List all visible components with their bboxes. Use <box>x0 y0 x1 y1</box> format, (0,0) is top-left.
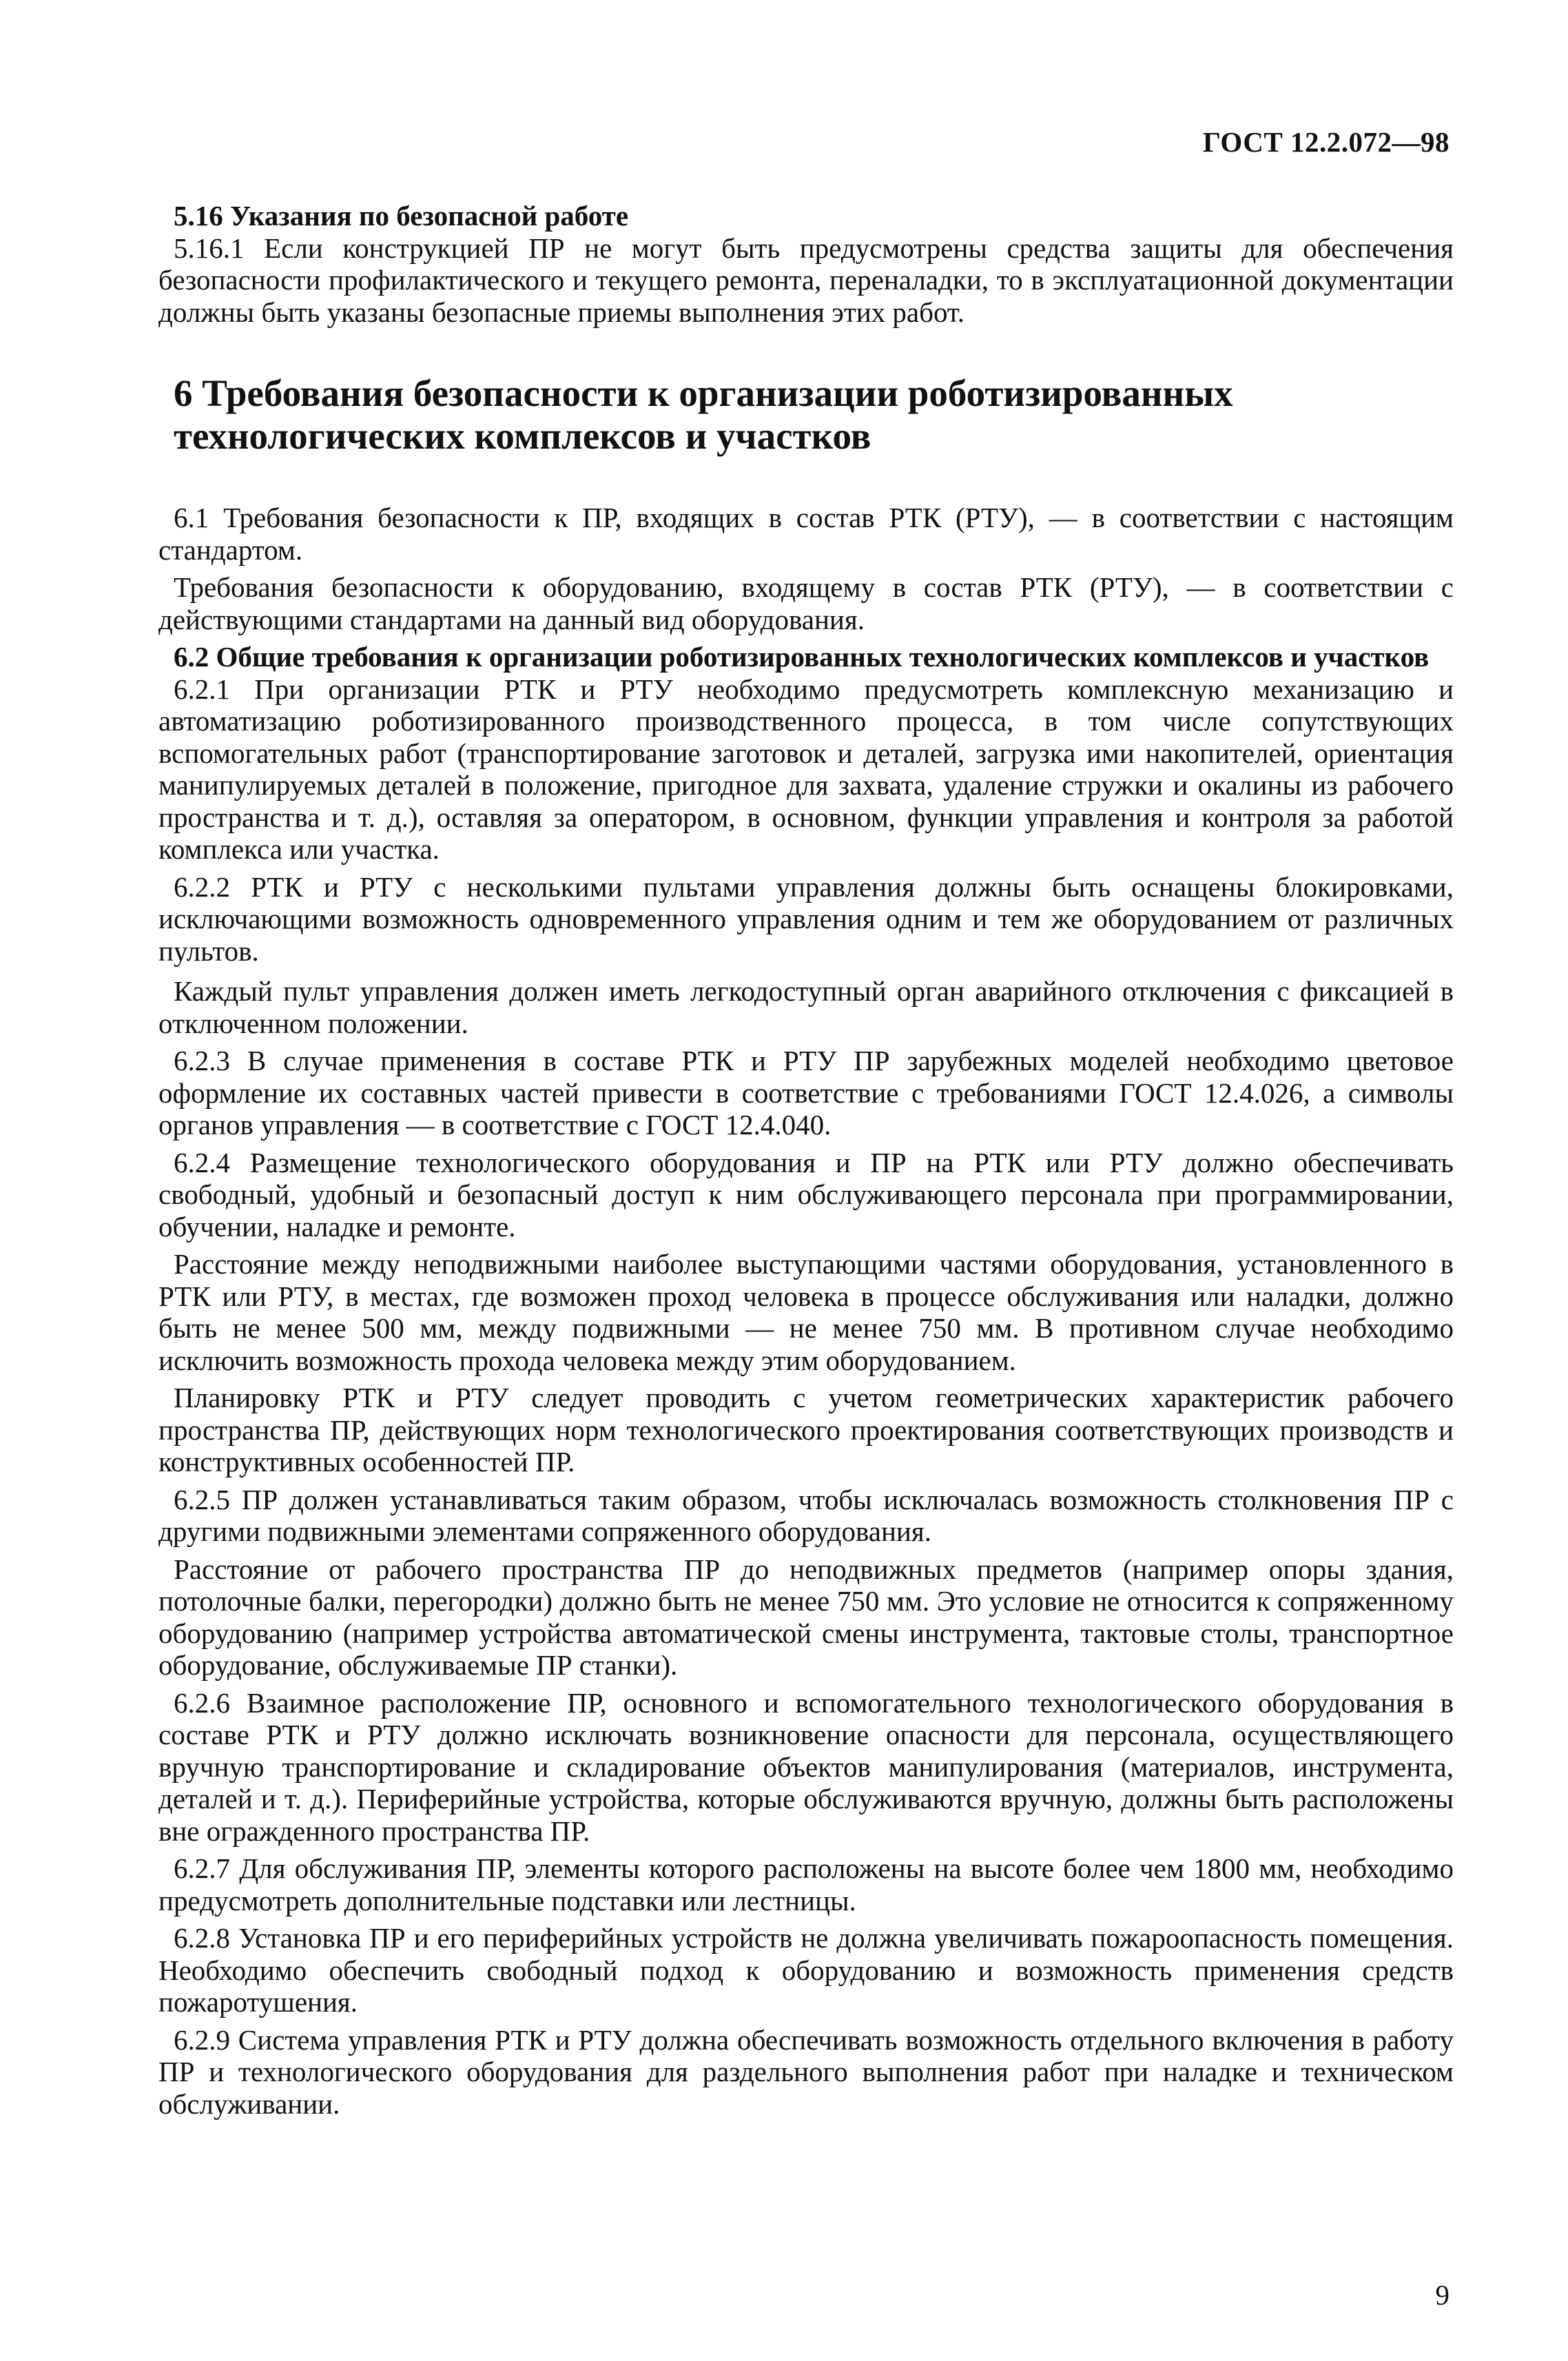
paragraph-6-2-6: 6.2.6 Взаимное расположение ПР, основного и вспомогательного технологического оборудования в составе РТК и РТУ должно исключать возникновение опасности для персонала, осуществляющего вручную транспортирование и складирование объектов манипулирования (материалов, инструмента, деталей и т. д.). Периферийные устройства, которые обслуживаются вручную, должны быть расположены вне огражденного пространства ПР. <box>158 1686 1454 1847</box>
paragraph-6-2-2: 6.2.2 РТК и РТУ с несколькими пультами управления должны быть оснащены блокировками, исключающими возможность одновременного управления одним и тем же оборудованием от различных пультов. <box>158 870 1454 967</box>
document-code-header: ГОСТ 12.2.072—98 <box>1202 126 1450 158</box>
subsection-title-5-16: 5.16 Указания по безопасной работе <box>174 200 629 232</box>
paragraph-6-2-7: 6.2.7 Для обслуживания ПР, элементы которого расположены на высоте более чем 1800 мм, необходимо предусмотреть дополнительные подставки или лестницы. <box>158 1852 1454 1917</box>
paragraph-6-2-4: 6.2.4 Размещение технологического оборудования и ПР на РТК или РТУ должно обеспечивать свободный, удобный и безопасный доступ к ним обслуживающего персонала при программировании, обучении, наладке и ремонте. <box>158 1146 1454 1243</box>
paragraph-6-2-4-layout: Планировку РТК и РТУ следует проводить с учетом геометрических характеристик рабочего пространства ПР, действующих норм технологического проектирования соответствующих производств и конструктивных особенностей ПР. <box>158 1382 1454 1478</box>
section-title-6: 6 Требования безопасности к организации роботизированных технологических комплексов и участков <box>174 372 1233 457</box>
paragraph-6-2-9: 6.2.9 Система управления РТК и РТУ должна обеспечивать возможность отдельного включения в работу ПР и технологического оборудования для раздельного выполнения работ при наладке и техническом обслуживании. <box>158 2023 1454 2120</box>
paragraph-5-16-1: 5.16.1 Если конструкцией ПР не могут быть предусмотрены средства защиты для обеспечения безопасности профилактического и текущего ремонта, переналадки, то в эксплуатационной документации должны быть указаны безопасные приемы выполнения этих работ. <box>158 232 1454 328</box>
paragraph-6-2-4-distance: Расстояние между неподвижными наиболее выступающими частями оборудования, установленного в РТК или РТУ, в местах, где возможен проход человека в процессе обслуживания или наладки, должно быть не менее 500 мм, между подвижными — не менее 750 мм. В противном случае необходимо исключить возможность прохода человека между этим оборудованием. <box>158 1248 1454 1376</box>
paragraph-6-2-2-continued: Каждый пульт управления должен иметь легкодоступный орган аварийного отключения с фиксацией в отключенном положении. <box>158 975 1454 1039</box>
document-body <box>158 200 1454 2120</box>
paragraph-6-2-5: 6.2.5 ПР должен устанавливаться таким образом, чтобы исключалась возможность столкновения ПР с другими подвижными элементами сопряженного оборудования. <box>158 1483 1454 1547</box>
paragraph-6-1: 6.1 Требования безопасности к ПР, входящих в состав РТК (РТУ), — в соответствии с настоящим стандартом. <box>158 502 1454 566</box>
page-number: 9 <box>1435 2279 1450 2311</box>
paragraph-6-2-8: 6.2.8 Установка ПР и его периферийных устройств не должна увеличивать пожароопасность помещения. Необходимо обеспечить свободный подход к оборудованию и возможность применения средств пожаротушения. <box>158 1922 1454 2018</box>
paragraph-6-2-3: 6.2.3 В случае применения в составе РТК и РТУ ПР зарубежных моделей необходимо цветовое оформление их составных частей привести в соответствие с требованиями ГОСТ 12.4.026, а символы органов управления — в соответствие с ГОСТ 12.4.040. <box>158 1045 1454 1141</box>
paragraph-6-2-5-distance: Расстояние от рабочего пространства ПР до неподвижных предметов (например опоры здания, потолочные балки, перегородки) должно быть не менее 750 мм. Это условие не относится к сопряженному оборудованию (например устройства автоматической смены инструмента, тактовые столы, транспортное оборудование, обслуживаемые ПР станки). <box>158 1553 1454 1681</box>
paragraph-6-2-1: 6.2.1 При организации РТК и РТУ необходимо предусмотреть комплексную механизацию и автоматизацию роботизированного производственного процесса, в том числе сопутствующих вспомогательных работ (транспортирование заготовок и деталей, загрузка ими накопителей, ориентация манипулируемых деталей в положение, пригодное для захвата, удаление стружки и окалины из рабочего пространства и т. д.), оставляя за оператором, в основном, функции управления и контроля за работой комплекса или участка. <box>158 673 1454 865</box>
paragraph-6-1-continued: Требования безопасности к оборудованию, входящему в состав РТК (РТУ), — в соответствии с действующими стандартами на данный вид оборудования. <box>158 571 1454 635</box>
subsection-title-6-2: 6.2 Общие требования к организации роботизированных технологических комплексов и участков <box>174 641 1430 673</box>
